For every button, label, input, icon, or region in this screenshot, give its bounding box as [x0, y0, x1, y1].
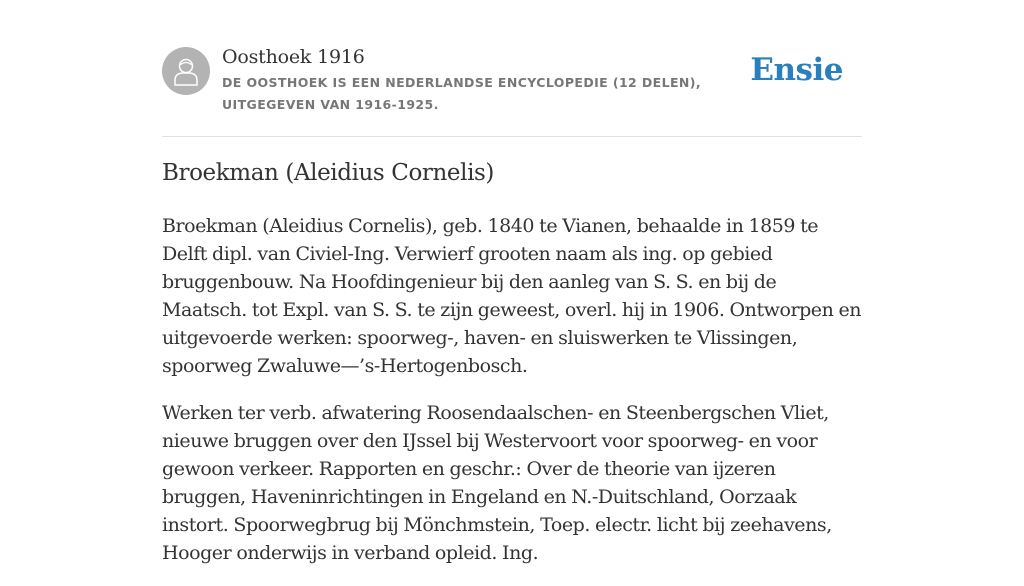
- article-body: [162, 212, 862, 586]
- article-paragraph: Broekman (Aleidius Cornelis), geb. 1840 te Vianen, behaalde in 1859 te Delft dipl. van Civiel-Ing. Verwierf grooten naam als ing. op gebied bruggenbouw. Na Hoofdingenieur bij den aanleg van S. S. en bij de Maatsch. tot Expl. van S. S. te zijn geweest, overl. hij in 1906. Ontworpen en uitgevoerde werken: spoorweg-, haven- en sluiswerken te Vlissingen, spoorweg Zwaluwe—’s-Hertogenbosch.: [162, 215, 862, 377]
- source-description: DE OOSTHOEK IS EEN NEDERLANDSE ENCYCLOPEDIE (12 DELEN), UITGEGEVEN VAN 1916-1925.: [222, 75, 702, 112]
- article-title: Broekman (Aleidius Cornelis): [162, 160, 495, 186]
- source-avatar[interactable]: [162, 47, 210, 95]
- article-paragraph: Werken ter verb. afwatering Roosendaalschen- en Steenbergschen Vliet, nieuwe bruggen over den IJssel bij Westervoort voor spoorweg- en voor gewoon verkeer. Rapporten en geschr.: Over de theorie van ijzeren bruggen, Haveninrichtingen in Engeland en N.-Duitschland, Oorzaak instort. Spoorwegbrug bij Mönchmstein, Toep. electr. licht bij zeehavens, Hooger onderwijs in verband opleid. Ing.: [162, 402, 832, 564]
- source-title[interactable]: Oosthoek 1916: [222, 46, 365, 68]
- user-icon: [173, 56, 199, 86]
- page-content: [162, 0, 862, 564]
- source-header: [162, 0, 862, 137]
- ensie-logo[interactable]: Ensie: [750, 52, 843, 88]
